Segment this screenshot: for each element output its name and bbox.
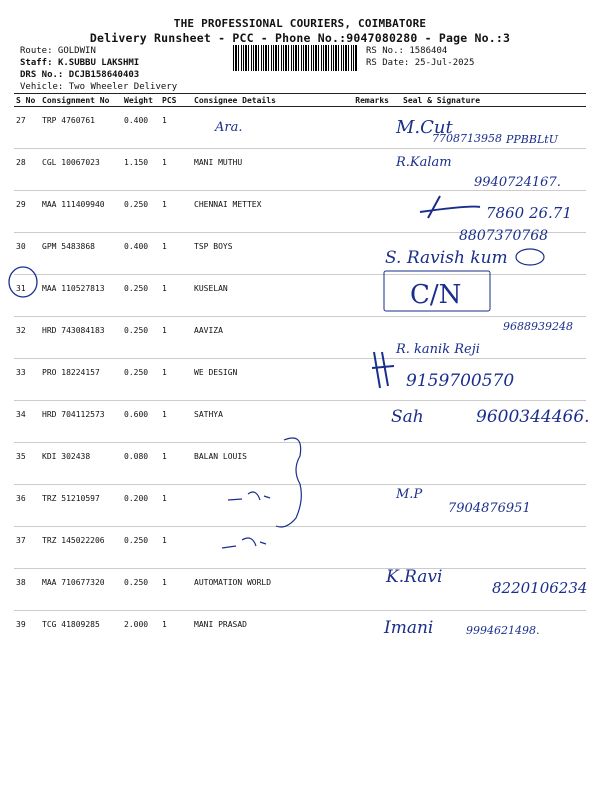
cell-remarks xyxy=(347,443,391,485)
cell-weight: 1.150 xyxy=(122,149,160,191)
cell-consignee: WE DESIGN xyxy=(192,359,347,401)
cell-weight: 0.250 xyxy=(122,527,160,569)
table-row xyxy=(14,527,586,569)
handwritten-phone: 9600344466. xyxy=(476,407,590,427)
col-consignment: Consignment No xyxy=(40,94,122,107)
cell-weight: 0.250 xyxy=(122,275,160,317)
table-row xyxy=(14,149,586,191)
cell-consignment: HRD 704112573 xyxy=(40,401,122,443)
table-row xyxy=(14,317,586,359)
cell-sno: 33 xyxy=(14,359,40,401)
cell-consignment: MAA 110527813 xyxy=(40,275,122,317)
cell-weight: 2.000 xyxy=(124,620,149,629)
cell-pcs: 1 xyxy=(160,443,192,485)
handwritten-phone: 9994621498. xyxy=(466,624,540,637)
cell-weight: 0.400 xyxy=(122,107,160,149)
drs-line xyxy=(20,70,139,80)
cell-consignee: TSP BOYS xyxy=(192,233,347,275)
cell-consignee: CHENNAI METTEX xyxy=(192,191,347,233)
cell-sno: 32 xyxy=(14,317,40,359)
cell-signature xyxy=(391,233,586,275)
signature: R.Kalam xyxy=(396,155,452,170)
table-row xyxy=(14,191,586,233)
cell-signature xyxy=(391,485,586,527)
cell-weight: 0.200 xyxy=(122,485,160,527)
signature: M.Cut xyxy=(396,117,453,138)
cell-pcs: 1 xyxy=(162,620,167,629)
cell-consignment: TCG 41809285 xyxy=(42,620,100,629)
cell-pcs: 1 xyxy=(160,149,192,191)
cell-remarks xyxy=(347,611,391,653)
table-row xyxy=(14,611,586,653)
staff-label: Staff: xyxy=(20,58,53,68)
cell-sno: 35 xyxy=(14,443,40,485)
signature: R. kanik Reji xyxy=(396,342,480,357)
cell-signature xyxy=(391,527,586,569)
handwritten-note: PPBBLtU xyxy=(506,133,558,146)
table-row xyxy=(14,443,586,485)
table-row xyxy=(14,275,586,317)
cell-consignee: SATHYA xyxy=(192,401,347,443)
cell-consignee xyxy=(192,107,347,149)
handwritten-phone: 9159700570 xyxy=(406,371,515,391)
table-row xyxy=(14,359,586,401)
cell-signature xyxy=(391,275,586,317)
table-row xyxy=(14,485,586,527)
cell-signature xyxy=(391,149,586,191)
signature: Imani xyxy=(384,618,434,638)
cell-sno: 27 xyxy=(14,107,40,149)
cell-consignee xyxy=(192,485,347,527)
cell-consignment: PRO 18224157 xyxy=(40,359,122,401)
cell-sno: 36 xyxy=(14,485,40,527)
handwritten-name: Ara. xyxy=(215,120,243,135)
cell-pcs: 1 xyxy=(160,359,192,401)
cell-remarks xyxy=(347,401,391,443)
cell-sno: 34 xyxy=(14,401,40,443)
cell-consignee xyxy=(192,527,347,569)
cell-consignee: KUSELAN xyxy=(192,275,347,317)
cell-pcs: 1 xyxy=(160,401,192,443)
handwritten-phone: 9688939248 xyxy=(503,320,573,333)
cell-sno: 37 xyxy=(14,527,40,569)
cell-weight: 0.080 xyxy=(122,443,160,485)
signature: K.Ravi xyxy=(386,567,443,587)
cell-remarks xyxy=(347,527,391,569)
cell-consignee: MANI PRASAD xyxy=(194,620,247,629)
handwritten-phone: 9940724167. xyxy=(474,175,561,190)
runsheet-subtitle: Delivery Runsheet - PCC - Phone No.:9047080280 - Page No.:3 xyxy=(89,31,511,45)
cell-consignee: BALAN LOUIS xyxy=(192,443,347,485)
cell-pcs: 1 xyxy=(160,317,192,359)
cell-remarks xyxy=(347,485,391,527)
cell-sno: 38 xyxy=(14,569,40,611)
handwritten-phone: 8220106234 xyxy=(492,579,588,597)
cell-remarks xyxy=(347,233,391,275)
cell-signature xyxy=(391,401,586,443)
cell-signature xyxy=(391,443,586,485)
vehicle-label: Vehicle: Two Wheeler Delivery xyxy=(20,82,178,92)
cell-sno: 28 xyxy=(14,149,40,191)
rs-date: RS Date: 25-Jul-2025 xyxy=(366,58,475,68)
staff-line xyxy=(20,58,139,68)
cell-pcs: 1 xyxy=(160,485,192,527)
cell-consignee: AAVIZA xyxy=(192,317,347,359)
cell-signature xyxy=(391,569,586,611)
cell-weight: 0.250 xyxy=(122,359,160,401)
stamp-text: C/N xyxy=(410,280,462,310)
cell-pcs: 1 xyxy=(160,233,192,275)
cell-consignment: TRP 4760761 xyxy=(40,107,122,149)
cell-sno: 30 xyxy=(14,233,40,275)
cell-consignment: TRZ 51210597 xyxy=(40,485,122,527)
cell-remarks xyxy=(347,149,391,191)
cell-weight: 0.600 xyxy=(122,401,160,443)
table-header-row xyxy=(14,94,586,107)
drs-number: DCJB158640403 xyxy=(68,70,140,80)
col-pcs: PCS xyxy=(160,94,192,107)
cell-remarks xyxy=(347,275,391,317)
cell-pcs: 1 xyxy=(160,107,192,149)
cell-pcs: 1 xyxy=(160,569,192,611)
rs-number: RS No.: 1586404 xyxy=(366,46,448,56)
cell-consignment: MAA 710677320 xyxy=(40,569,122,611)
cell-sno: 29 xyxy=(14,191,40,233)
table-row xyxy=(14,107,586,149)
handwritten-phone: 8807370768 xyxy=(459,228,549,244)
cell-signature xyxy=(391,191,586,233)
cell-pcs: 1 xyxy=(160,527,192,569)
cell-remarks xyxy=(347,569,391,611)
cell-signature xyxy=(391,317,586,359)
cell-sno: 31 xyxy=(14,275,40,317)
cell-pcs: 1 xyxy=(160,191,192,233)
drs-label: DRS No.: xyxy=(20,70,64,80)
staff-name: K.SUBBU LAKSHMI xyxy=(57,58,140,68)
col-remarks: Remarks xyxy=(347,94,391,107)
cell-consignee: AUTOMATION WORLD xyxy=(192,569,347,611)
handwritten-phone: 7904876951 xyxy=(448,501,531,516)
col-consignee: Consignee Details xyxy=(192,94,347,107)
cell-weight: 0.250 xyxy=(122,569,160,611)
handwritten-phone: 7860 26.71 xyxy=(486,204,572,222)
runsheet-title: THE PROFESSIONAL COURIERS, COIMBATORE xyxy=(173,17,427,30)
cell-signature xyxy=(391,611,586,653)
col-seal-signature: Seal & Signature xyxy=(391,94,586,107)
cell-consignment: HRD 743084183 xyxy=(40,317,122,359)
cell-consignment: KDI 302438 xyxy=(40,443,122,485)
cell-consignment: CGL 10067023 xyxy=(40,149,122,191)
signature: S. Ravish kum xyxy=(385,248,508,268)
cell-remarks xyxy=(347,191,391,233)
signature: Sah xyxy=(391,407,424,427)
cell-consignment: MAA 111409940 xyxy=(40,191,122,233)
col-sno: S No xyxy=(14,94,40,107)
cell-weight: 0.400 xyxy=(122,233,160,275)
table-row xyxy=(14,233,586,275)
signature: M.P xyxy=(396,487,423,502)
cell-signature xyxy=(391,359,586,401)
delivery-table xyxy=(14,93,586,652)
col-weight: Weight xyxy=(122,94,160,107)
cell-remarks xyxy=(347,317,391,359)
cell-weight: 0.250 xyxy=(122,191,160,233)
cell-pcs: 1 xyxy=(160,275,192,317)
cell-remarks xyxy=(347,107,391,149)
cell-consignee: MANI MUTHU xyxy=(192,149,347,191)
cell-sno: 39 xyxy=(16,620,26,629)
handwritten-phone: 7708713958 xyxy=(432,132,502,145)
cell-consignment: GPM 5483868 xyxy=(40,233,122,275)
table-row xyxy=(14,569,586,611)
cell-remarks xyxy=(347,359,391,401)
table-row xyxy=(14,401,586,443)
cell-weight: 0.250 xyxy=(122,317,160,359)
route-label: Route: GOLDWIN xyxy=(20,46,96,56)
cell-consignment: TRZ 145022206 xyxy=(40,527,122,569)
barcode xyxy=(233,45,358,71)
cell-signature xyxy=(391,107,586,149)
